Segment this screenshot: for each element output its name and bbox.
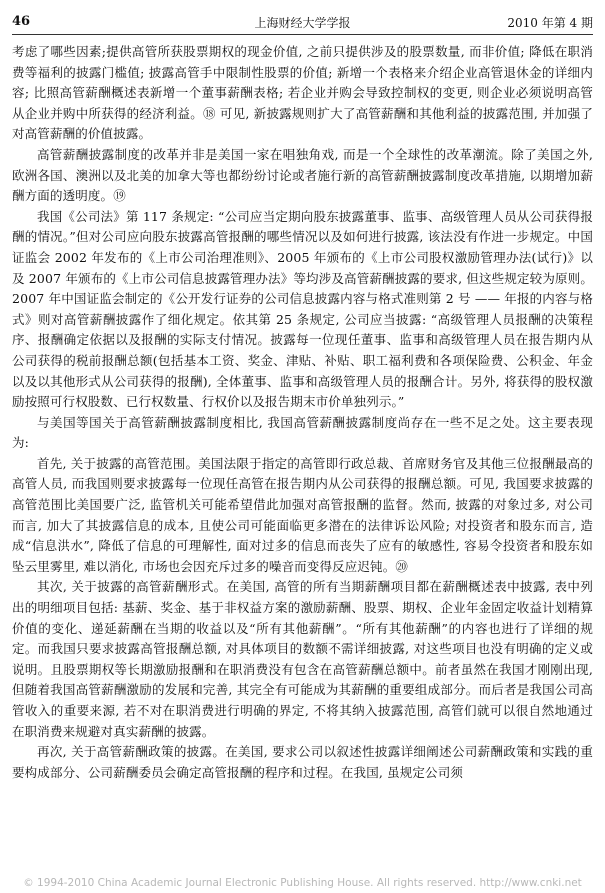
copyright-watermark: © 1994-2010 China Academic Journal Electronic Publishing House. All rights reserved. http://www.cnki.net bbox=[23, 877, 582, 889]
paragraph: 其次, 关于披露的高管薪酬形式。在美国, 高管的所有当期薪酬项目都在薪酬概述表中披露, 表中列出的明细项目包括: 基薪、奖金、基于非权益方案的激励薪酬、股票、期权、企业年金固定收益计划精算价值的变化、递延薪酬在当期的收益以及“所有其他薪酬”。“所有其他薪酬”的内容也进行了详细的规定。而我国只要求披露高管报酬总额, 对具体项目的数额不需详细披露, 对这些项目也没有明确的定义或说明。且股票期权等长期激励报酬和在职消费没有包含在高管薪酬总额中。前者虽然在我国才刚刚出现, 但随着我国高管薪酬激励的发展和完善, 其完全有可能成为其薪酬的重要组成部分。而后者是我国公司高管收入的重要来源, 若不对在职消费进行明确的界定, 不将其纳入披露范围, 高管们就可以很自然地通过在职消费来规避对真实薪酬的披露。 bbox=[12, 579, 593, 739]
paragraph: 首先, 关于披露的高管范围。美国法限于指定的高管即行政总裁、首席财务官及其他三位报酬最高的高管人员, 而我国则要求披露每一位现任高管在报告期内从公司获得的报酬总额。可见, 我国要求披露的高管范围比美国要广泛, 监管机关可能希望借此加强对高管报酬的监督。然而, 披露的对象过多, 对公司而言, 加大了其披露信息的成本, 且使公司可能面临更多潜在的法律诉讼风险; 对投资者和股东而言, 造成“信息洪水”, 降低了信息的可理解性, 面对过多的信息而丧失了应有的敏感性, 容易令投资者和股东如坠云里雾里, 难以消化, 市场也会因充斥过多的噪音而变得反应迟钝。⑳ bbox=[12, 455, 593, 574]
journal-title: 上海财经大学学报 bbox=[254, 16, 351, 30]
paragraph-continued: 考虑了哪些因素;提供高管所获股票期权的现金价值, 之前只提供涉及的股票数量, 而非价值; 降低在职消费等福利的披露门槛值; 披露高管手中限制性股票的价值; 新增一个表格来介绍企业高管退休金的详细内容; 比照高管薪酬概述表新增一个董事薪酬表格; 若企业并购会导致控制权的变更, 则企业必须说明高管从企业并购中所获得的经济利益。⑱ 可见, 新披露规则扩大了高管薪酬和其他利益的披露范围, 并加强了对高管薪酬的价值披露。 bbox=[12, 44, 593, 142]
paragraph: 再次, 关于高管薪酬政策的披露。在美国, 要求公司以叙述性披露详细阐述公司薪酬政策和实践的重要构成部分、公司薪酬委员会确定高管报酬的程序和过程。在我国, 虽规定公司须 bbox=[12, 744, 593, 780]
paragraph: 我国《公司法》第 117 条规定: “公司应当定期向股东披露董事、监事、高级管理人员从公司获得报酬的情况。”但对公司应向股东披露高管报酬的哪些情况以及如何进行披露, 该法没有作进一步规定。中国证监会 2002 年发布的《上市公司治理准则》、2005 年颁布的《上市公司股权激励管理办法(试行)》以及 2007 年颁布的《上市公司信息披露管理办法》等均涉及高管薪酬披露的要求, 但这些规定较为原则。2007 年中国证监会制定的《公开发行证券的公司信息披露内容与格式准则第 2 号 —— 年报的内容与格式》则对高管薪酬披露作了细化规定。依其第 25 条规定, 公司应当披露: “高级管理人员报酬的决策程序、报酬确定依据以及报酬的实际支付情况。披露每一位现任董事、监事和高级管理人员在报告期内从公司获得的税前报酬总额(包括基本工资、奖金、津贴、补贴、职工福利费和各项保险费、公积金、年金以及以其他形式从公司获得的报酬), 全体董事、监事和高级管理人员的报酬合计。另外, 将获得的股权激励按照可行权股数、已行权数量、行权价以及报告期末市价单独列示。” bbox=[12, 208, 593, 410]
page-number: 46 bbox=[12, 14, 31, 29]
paragraph: 高管薪酬披露制度的改革并非是美国一家在唱独角戏, 而是一个全球性的改革潮流。除了美国之外, 欧洲各国、澳洲以及北美的加拿大等也都纷纷讨论或者施行新的高管薪酬披露制度改革措施, 以期增加薪酬方面的透明度。⑲ bbox=[12, 146, 593, 204]
running-header bbox=[12, 14, 593, 35]
paragraph: 与美国等国关于高管薪酬披露制度相比, 我国高管薪酬披露制度尚存在一些不足之处。这主要表现为: bbox=[12, 414, 593, 451]
article-body bbox=[12, 42, 593, 783]
issue-label: 2010 年第 4 期 bbox=[507, 16, 593, 30]
